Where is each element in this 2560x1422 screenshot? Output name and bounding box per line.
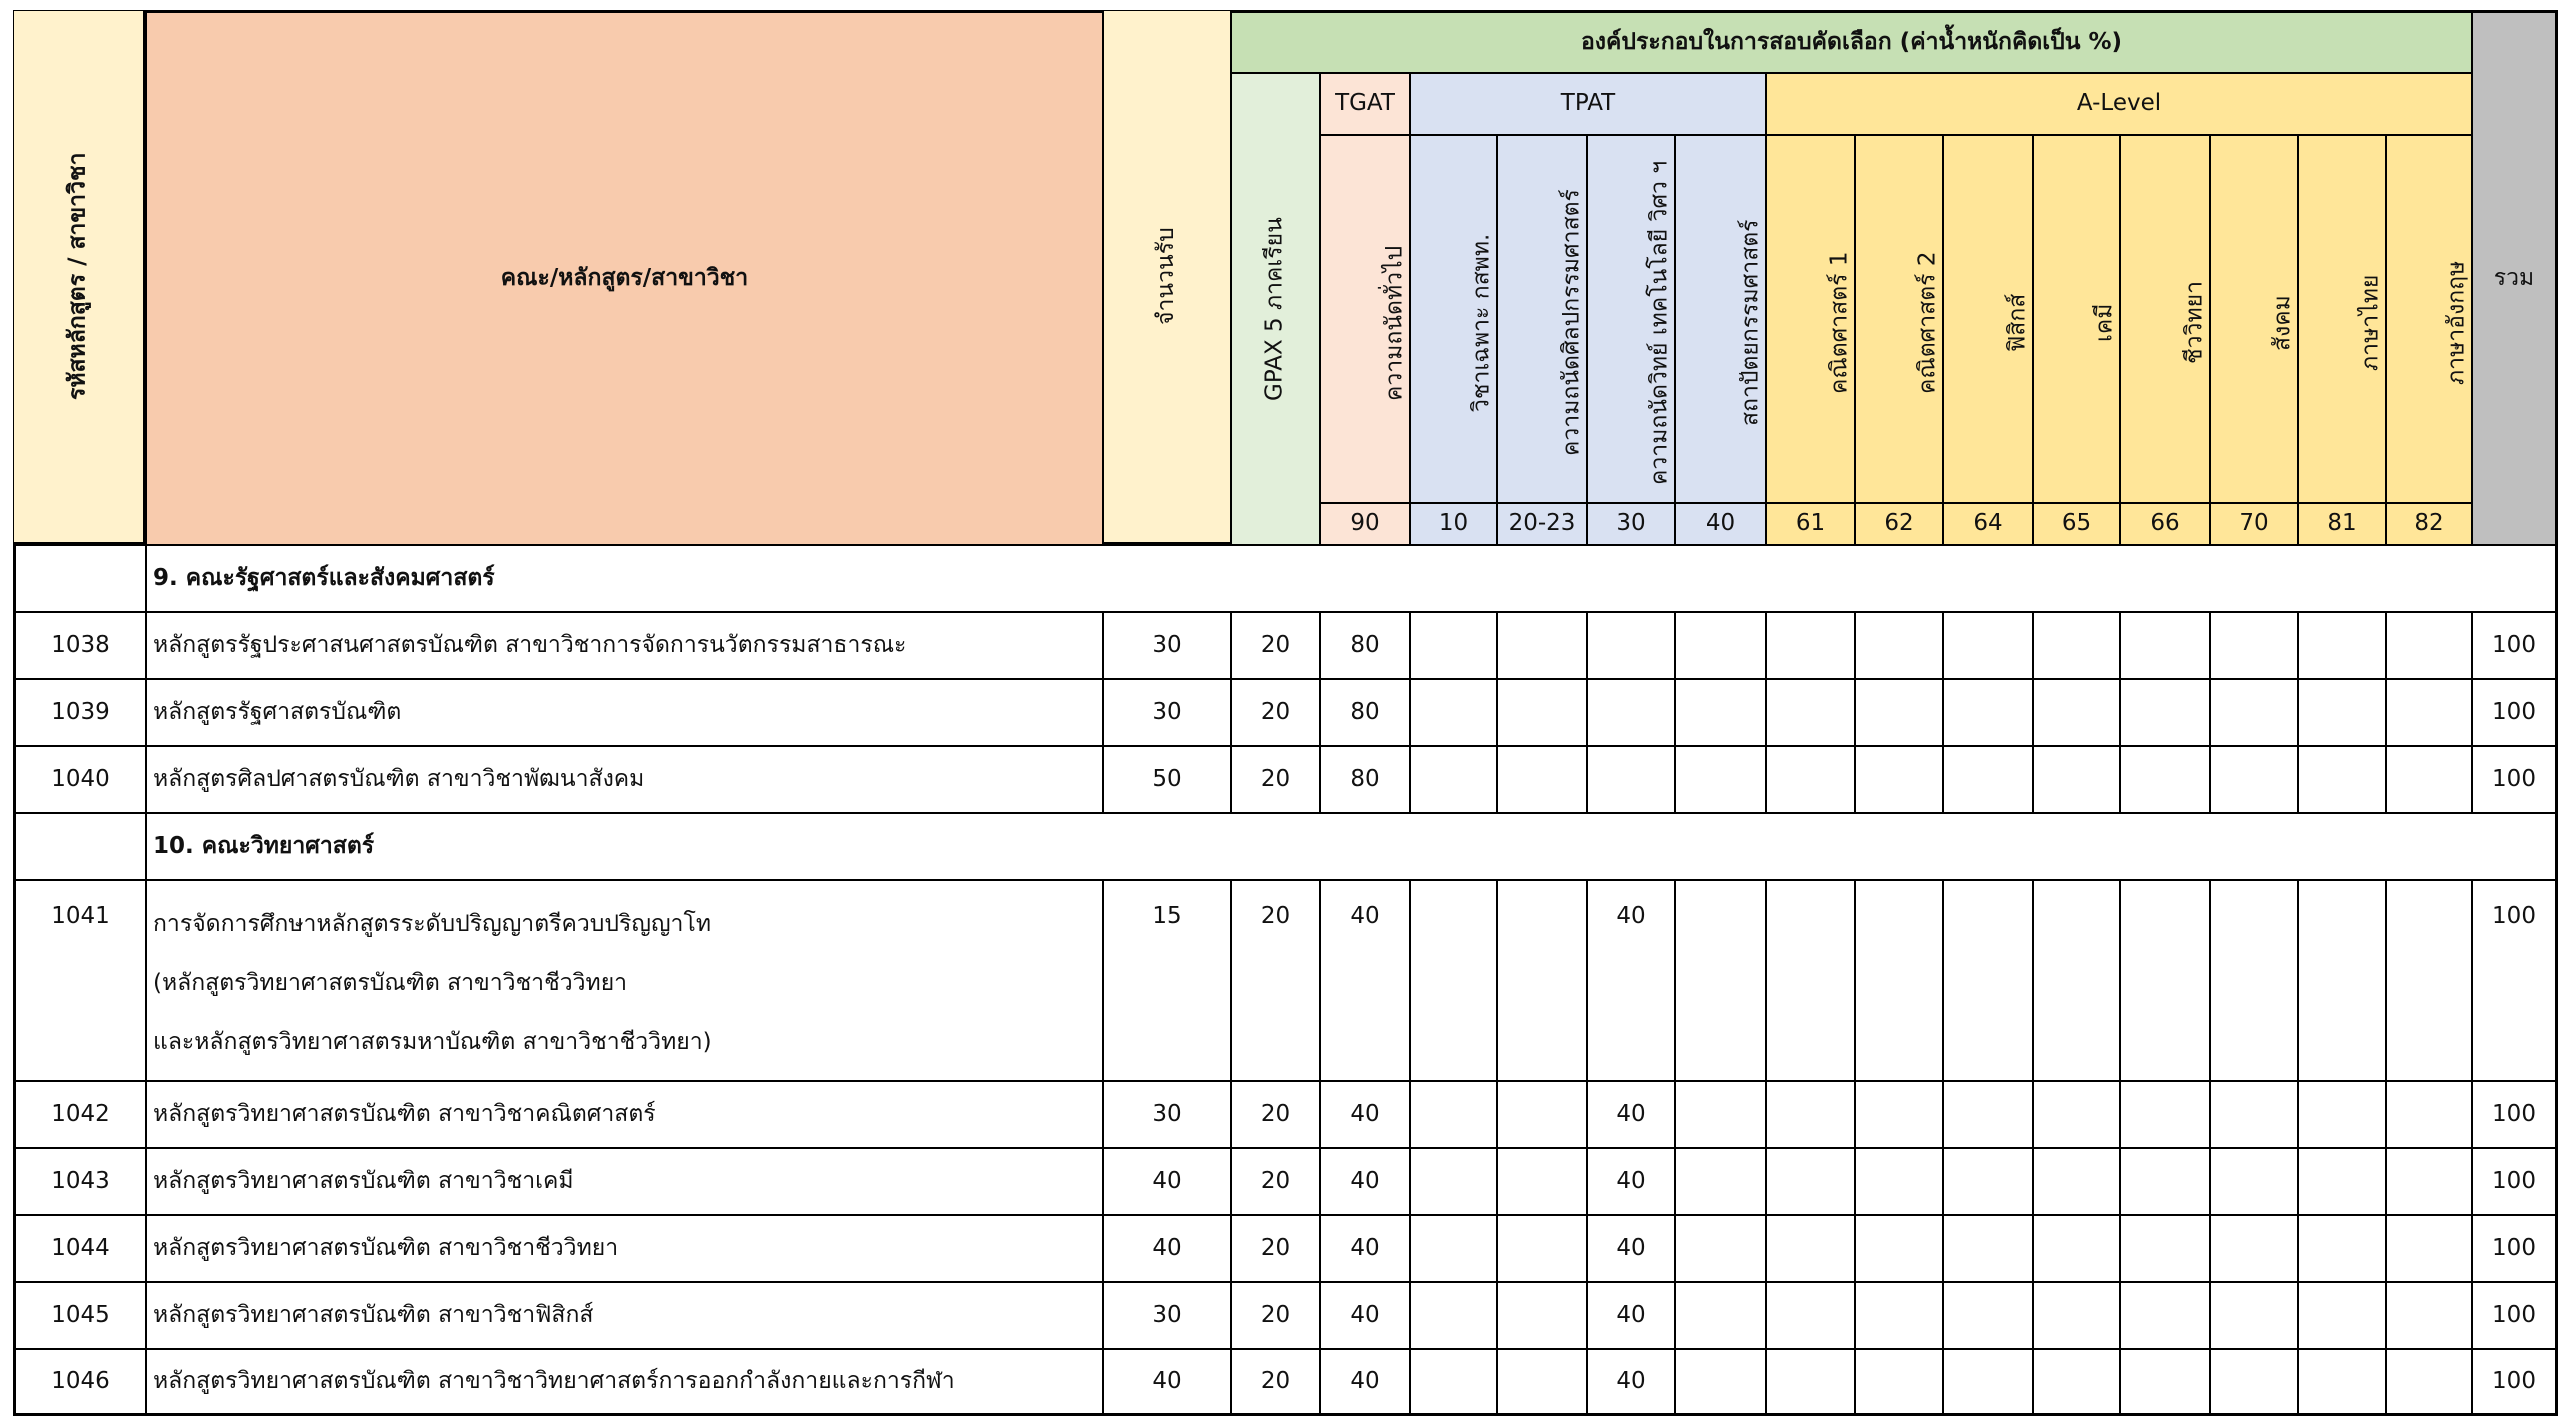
row-weight [1943,746,2033,813]
section-code-blank [13,545,146,612]
row-weight [2210,746,2298,813]
section-title: 9. คณะรัฐศาสตร์และสังคมศาสตร์ [146,545,2558,612]
row-weight [2120,1081,2210,1148]
subject-code-header: 30 [1587,503,1675,545]
row-weight: 80 [1320,679,1410,746]
row-gpax: 20 [1231,1148,1320,1215]
subject-code-header: 61 [1766,503,1855,545]
section-code-blank [13,813,146,880]
row-weight [1675,880,1766,1081]
row-weight [1855,612,1943,679]
row-weight [2210,1349,2298,1416]
row-weight [2033,880,2120,1081]
row-weight [1497,880,1587,1081]
row-receive: 40 [1103,1349,1231,1416]
row-weight [1675,1215,1766,1282]
row-weight [1497,1081,1587,1148]
subject-code-header: 82 [2386,503,2472,545]
row-code: 1043 [13,1148,146,1215]
subject-name-header: ฟิสิกส์ [1943,135,2033,503]
row-name: หลักสูตรวิทยาศาสตรบัณฑิต สาขาวิชาคณิตศาสตร์ [146,1081,1103,1148]
row-weight: 40 [1587,1148,1675,1215]
row-weight [1587,612,1675,679]
row-weight [1855,1282,1943,1349]
row-weight: 80 [1320,612,1410,679]
row-weight [2386,1349,2472,1416]
row-weight [2298,612,2386,679]
row-weight [2120,1148,2210,1215]
row-weight [1943,880,2033,1081]
row-weight [2386,880,2472,1081]
header-receive: จำนวนรับ [1103,10,1231,545]
row-weight [2120,746,2210,813]
row-weight [2210,880,2298,1081]
row-weight [2386,679,2472,746]
subject-name-header: วิชาเฉพาะ กสพท. [1410,135,1497,503]
row-weight [1943,679,2033,746]
row-weight [1675,1148,1766,1215]
header-code: รหัสหลักสูตร / สาขาวิชา [13,10,146,545]
row-name: หลักสูตรรัฐศาสตรบัณฑิต [146,679,1103,746]
row-weight [2120,1215,2210,1282]
row-weight [1410,679,1497,746]
row-weight [2033,1282,2120,1349]
row-weight [2120,612,2210,679]
subject-name-header: ภาษาอังกฤษ [2386,135,2472,503]
row-weight [1497,1215,1587,1282]
row-code: 1042 [13,1081,146,1148]
row-weight: 40 [1320,1081,1410,1148]
row-weight [1410,1349,1497,1416]
row-weight [1943,1081,2033,1148]
row-weight [1766,746,1855,813]
row-weight: 40 [1320,880,1410,1081]
subject-code-header: 10 [1410,503,1497,545]
row-weight [2210,1215,2298,1282]
row-gpax: 20 [1231,1349,1320,1416]
row-receive: 40 [1103,1148,1231,1215]
row-name: หลักสูตรรัฐประศาสนศาสตรบัณฑิต สาขาวิชาการจัดการนวัตกรรมสาธารณะ [146,612,1103,679]
row-weight: 80 [1320,746,1410,813]
row-weight [2033,1215,2120,1282]
row-weight [1766,1282,1855,1349]
row-weight [2386,1148,2472,1215]
row-gpax: 20 [1231,1215,1320,1282]
subject-name-header: ความถนัดทั่วไป [1320,135,1410,503]
subject-name-header: สังคม [2210,135,2298,503]
row-weight [1497,746,1587,813]
header-alevel: A-Level [1766,73,2472,135]
header-gpax: GPAX 5 ภาคเรียน [1231,73,1320,545]
row-weight [2210,612,2298,679]
row-gpax: 20 [1231,746,1320,813]
section-title: 10. คณะวิทยาศาสตร์ [146,813,2558,880]
row-code: 1045 [13,1282,146,1349]
row-weight [1410,612,1497,679]
row-receive: 30 [1103,1282,1231,1349]
row-weight [1766,1349,1855,1416]
row-weight [1410,1215,1497,1282]
row-total: 100 [2472,746,2558,813]
row-code: 1041 [13,880,146,1081]
row-name-line: การจัดการศึกษาหลักสูตรระดับปริญญาตรีควบปริญญาโท [153,911,711,937]
row-weight [1766,679,1855,746]
row-gpax: 20 [1231,612,1320,679]
row-weight [1855,880,1943,1081]
row-total: 100 [2472,880,2558,1081]
row-name-line: (หลักสูตรวิทยาศาสตรบัณฑิต สาขาวิชาชีววิทยา [153,970,628,996]
row-gpax: 20 [1231,1081,1320,1148]
row-name: หลักสูตรวิทยาศาสตรบัณฑิต สาขาวิชาวิทยาศาสตร์การออกกำลังกายและการกีฬา [146,1349,1103,1416]
row-weight [2033,612,2120,679]
row-weight [2298,1215,2386,1282]
row-weight [1766,880,1855,1081]
header-total: รวม [2472,10,2558,545]
row-code: 1044 [13,1215,146,1282]
row-total: 100 [2472,1215,2558,1282]
row-weight [1943,1282,2033,1349]
row-total: 100 [2472,1081,2558,1148]
row-weight [2386,1081,2472,1148]
row-weight [1587,679,1675,746]
subject-name-header: สถาปัตยกรรมศาสตร์ [1675,135,1766,503]
subject-name-header: ชีววิทยา [2120,135,2210,503]
subject-code-header: 40 [1675,503,1766,545]
row-weight [1497,1148,1587,1215]
subject-name-header: เคมี [2033,135,2120,503]
subject-name-header: ความถนัดศิลปกรรมศาสตร์ [1497,135,1587,503]
row-weight [1675,1081,1766,1148]
row-weight [2033,746,2120,813]
row-weight [2120,679,2210,746]
row-weight [2298,1081,2386,1148]
row-weight [2033,1081,2120,1148]
admission-table [13,10,2558,1417]
subject-code-header: 70 [2210,503,2298,545]
row-weight [1943,1349,2033,1416]
subject-name-header: ความถนัดวิทย์ เทคโนโลยี วิศว ฯ [1587,135,1675,503]
row-weight [1766,1148,1855,1215]
row-total: 100 [2472,612,2558,679]
row-weight [1675,746,1766,813]
row-name: หลักสูตรศิลปศาสตรบัณฑิต สาขาวิชาพัฒนาสังคม [146,746,1103,813]
row-weight [2386,746,2472,813]
subject-name-header: คณิตศาสตร์ 1 [1766,135,1855,503]
row-weight: 40 [1587,1282,1675,1349]
row-weight [1855,1215,1943,1282]
row-name: หลักสูตรวิทยาศาสตรบัณฑิต สาขาวิชาชีววิทยา [146,1215,1103,1282]
header-tgat: TGAT [1320,73,1410,135]
row-gpax: 20 [1231,1282,1320,1349]
row-weight [2033,679,2120,746]
row-name [146,880,1103,1081]
row-weight [1497,679,1587,746]
subject-name-header: ภาษาไทย [2298,135,2386,503]
subject-code-header: 90 [1320,503,1410,545]
subject-code-header: 81 [2298,503,2386,545]
row-weight: 40 [1587,1349,1675,1416]
subject-code-header: 64 [1943,503,2033,545]
row-weight: 40 [1320,1215,1410,1282]
row-weight [2298,1282,2386,1349]
row-weight [2298,880,2386,1081]
row-total: 100 [2472,679,2558,746]
row-weight [1410,880,1497,1081]
row-weight [2210,1148,2298,1215]
row-weight [1410,1148,1497,1215]
subject-code-header: 66 [2120,503,2210,545]
row-weight [2033,1349,2120,1416]
row-weight [1675,612,1766,679]
row-weight [1766,612,1855,679]
header-group: องค์ประกอบในการสอบคัดเลือก (ค่าน้ำหนักคิดเป็น %) [1231,10,2472,73]
row-weight [1497,1282,1587,1349]
row-weight [2298,679,2386,746]
row-weight [1943,1148,2033,1215]
row-receive: 15 [1103,880,1231,1081]
row-weight [1497,1349,1587,1416]
row-name: หลักสูตรวิทยาศาสตรบัณฑิต สาขาวิชาฟิสิกส์ [146,1282,1103,1349]
row-weight [2298,1349,2386,1416]
row-gpax: 20 [1231,679,1320,746]
row-weight: 40 [1320,1349,1410,1416]
subject-name-header: คณิตศาสตร์ 2 [1855,135,1943,503]
row-weight [2033,1148,2120,1215]
row-receive: 30 [1103,1081,1231,1148]
row-total: 100 [2472,1349,2558,1416]
row-weight [2210,1081,2298,1148]
subject-code-header: 62 [1855,503,1943,545]
row-weight [1410,1282,1497,1349]
row-weight [2120,880,2210,1081]
row-weight [1675,679,1766,746]
row-weight [1855,1148,1943,1215]
row-weight [1766,1215,1855,1282]
row-weight [1675,1282,1766,1349]
row-code: 1040 [13,746,146,813]
header-tpat: TPAT [1410,73,1766,135]
row-weight [1855,1081,1943,1148]
row-weight [1410,746,1497,813]
row-weight [1855,746,1943,813]
row-receive: 30 [1103,612,1231,679]
row-weight [1497,612,1587,679]
row-code: 1038 [13,612,146,679]
row-weight [1410,1081,1497,1148]
row-weight [1675,1349,1766,1416]
row-weight [2210,679,2298,746]
row-weight: 40 [1320,1148,1410,1215]
row-weight [1943,612,2033,679]
row-weight [1587,746,1675,813]
subject-code-header: 20-23 [1497,503,1587,545]
row-weight [2210,1282,2298,1349]
subject-code-header: 65 [2033,503,2120,545]
row-weight [2120,1349,2210,1416]
row-weight [1855,1349,1943,1416]
row-receive: 30 [1103,679,1231,746]
row-code: 1039 [13,679,146,746]
row-weight [1766,1081,1855,1148]
row-receive: 40 [1103,1215,1231,1282]
row-weight: 40 [1320,1282,1410,1349]
row-total: 100 [2472,1148,2558,1215]
row-weight [1855,679,1943,746]
row-name-line: และหลักสูตรวิทยาศาสตรมหาบัณฑิต สาขาวิชาชีววิทยา) [153,1029,712,1055]
row-weight [2298,1148,2386,1215]
row-weight [2298,746,2386,813]
row-weight [2386,612,2472,679]
row-weight [1943,1215,2033,1282]
row-weight: 40 [1587,1081,1675,1148]
row-weight [2386,1215,2472,1282]
row-weight [2120,1282,2210,1349]
row-total: 100 [2472,1282,2558,1349]
row-name: หลักสูตรวิทยาศาสตรบัณฑิต สาขาวิชาเคมี [146,1148,1103,1215]
row-weight: 40 [1587,1215,1675,1282]
row-receive: 50 [1103,746,1231,813]
row-weight [2386,1282,2472,1349]
row-gpax: 20 [1231,880,1320,1081]
header-name: คณะ/หลักสูตร/สาขาวิชา [146,10,1103,545]
row-code: 1046 [13,1349,146,1416]
row-weight: 40 [1587,880,1675,1081]
